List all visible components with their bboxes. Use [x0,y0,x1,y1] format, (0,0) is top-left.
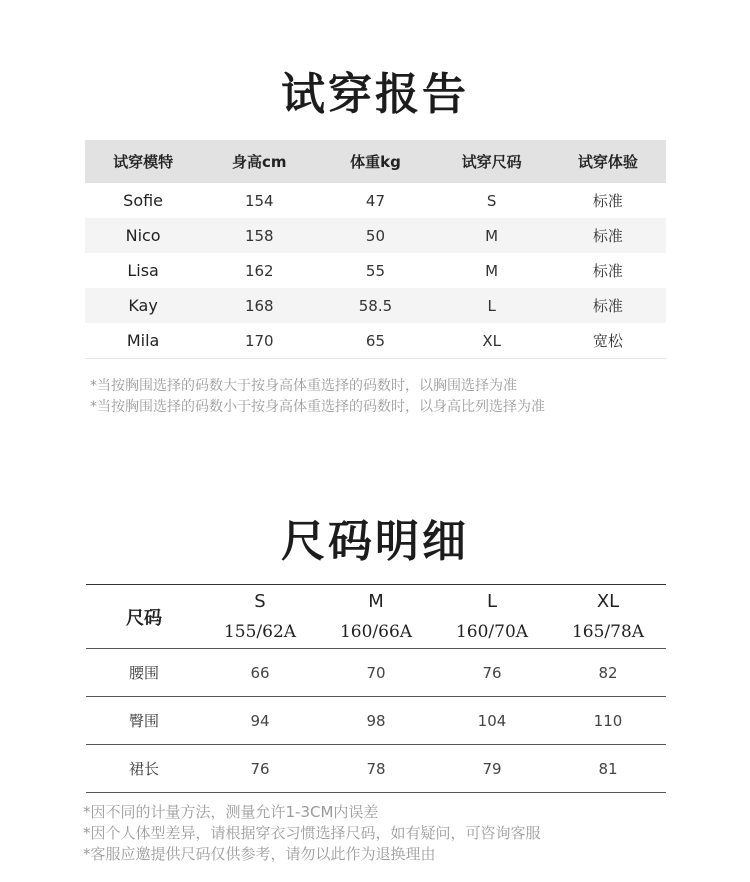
model-experience: 标准 [592,192,623,210]
model-name: Kay [85,288,201,323]
tryon-table [85,140,666,359]
header-height: 身高cm [201,140,317,183]
model-size: S [486,191,497,210]
model-height: 158 [201,218,317,253]
model-size: L [434,288,550,323]
tryon-notes [90,376,545,418]
header-weight: 体重kg [317,140,433,183]
size-notes [83,802,541,865]
size-code: L [486,590,498,612]
model-weight: 47 [365,191,386,210]
model-height: 162 [244,261,274,280]
size-code: S [254,590,266,612]
measure-label-waist: 腰围 [86,649,202,697]
table-row [86,649,666,697]
table-row [85,323,666,359]
model-name: Lisa [127,261,159,280]
model-height: 170 [201,323,317,359]
note-line: *客服应邀提供尺码仅供参考，请勿以此作为退换理由 [83,845,436,863]
header-model: 试穿模特 [85,140,201,183]
model-size: M [434,218,550,253]
header-size: 试穿尺码 [434,140,550,183]
measure-value: 82 [550,649,666,697]
tryon-header-row [85,140,666,183]
model-weight: 58.5 [317,288,433,323]
model-experience: 宽松 [550,323,666,359]
measure-value: 98 [318,697,434,745]
measure-value: 70 [318,649,434,697]
size-column-s [202,585,318,649]
table-row [86,697,666,745]
measure-label-length: 裙长 [86,745,202,793]
size-spec: 165/78A [571,621,645,642]
measure-value: 76 [202,745,318,793]
model-height: 168 [201,288,317,323]
model-name: Nico [85,218,201,253]
note-line: *当按胸围选择的码数大于按身高体重选择的码数时，以胸围选择为准 [90,378,517,394]
model-experience: 标准 [592,262,623,280]
size-spec: 155/62A [223,621,297,642]
table-row [85,288,666,323]
measure-value: 66 [202,649,318,697]
model-size: M [485,261,499,280]
size-table [86,584,666,793]
model-experience: 标准 [550,288,666,323]
measure-value: 81 [550,745,666,793]
model-weight: 65 [317,323,433,359]
measure-label-hip: 臀围 [86,697,202,745]
size-header-row [86,585,666,649]
size-spec: 160/70A [455,621,529,642]
note-line: *当按胸围选择的码数小于按身高体重选择的码数时，以身高比列选择为准 [90,399,545,415]
tryon-report-title: 试穿报告 [281,69,469,120]
size-code: XL [596,590,620,612]
model-name: Mila [85,323,201,359]
size-column-m [318,585,434,649]
table-row [85,183,666,218]
model-height: 154 [244,191,274,210]
model-size: XL [434,323,550,359]
measure-value: 76 [434,649,550,697]
note-line: *因不同的计量方法，测量允许1-3CM内误差 [83,803,379,821]
measure-value: 78 [318,745,434,793]
measure-value: 110 [550,697,666,745]
measure-value: 104 [434,697,550,745]
note-line: *因个人体型差异，请根据穿衣习惯选择尺码，如有疑问，可咨询客服 [83,824,541,842]
model-experience: 标准 [550,218,666,253]
measure-value: 79 [434,745,550,793]
table-row [86,745,666,793]
table-row [85,253,666,288]
model-weight: 55 [365,261,386,280]
size-label: 尺码 [86,585,202,649]
model-name: Sofie [123,191,164,210]
model-weight: 50 [317,218,433,253]
size-column-xl [550,585,666,649]
size-detail-title: 尺码明细 [281,516,469,567]
size-column-l [434,585,550,649]
size-spec: 160/66A [339,621,413,642]
table-row [85,218,666,253]
measure-value: 94 [202,697,318,745]
size-code: M [368,590,384,612]
header-experience: 试穿体验 [550,140,666,183]
